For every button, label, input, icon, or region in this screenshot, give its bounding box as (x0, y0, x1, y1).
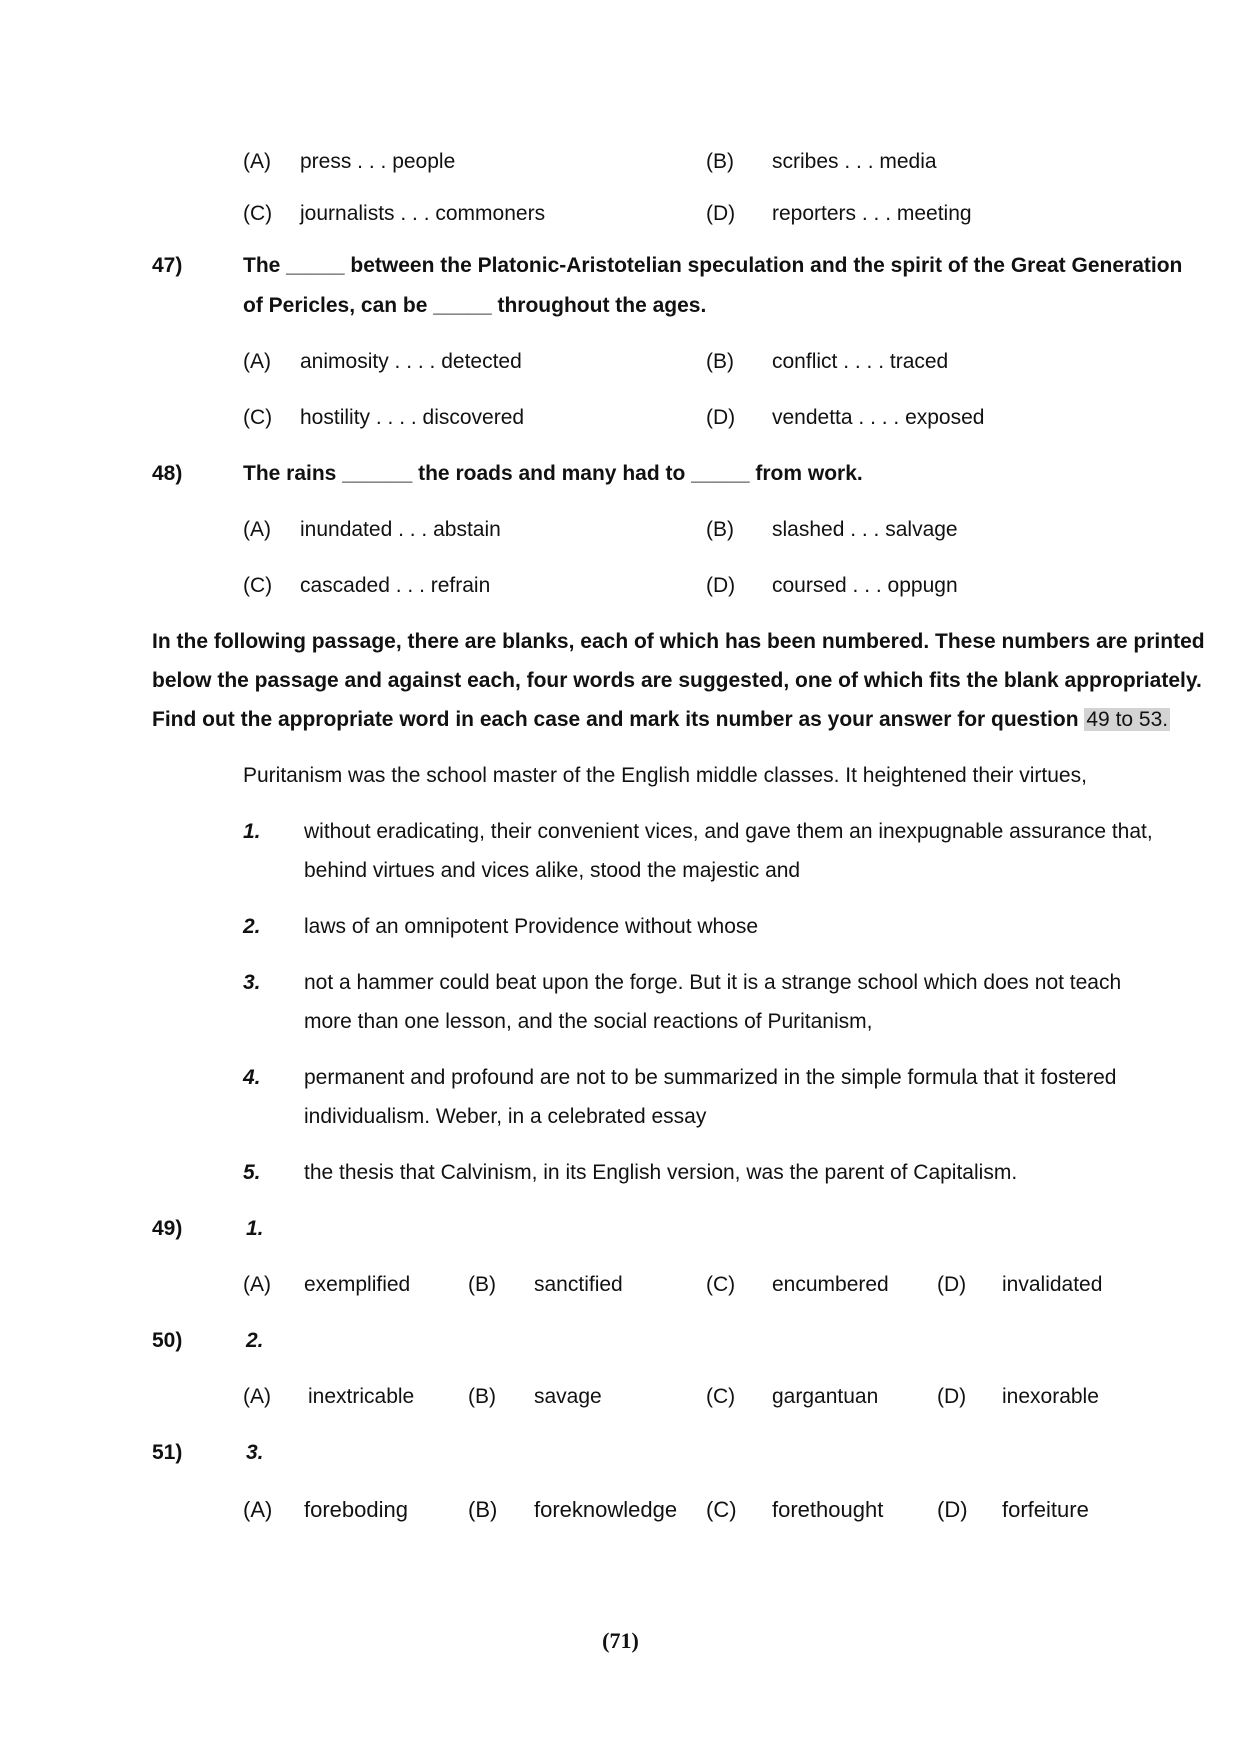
q48-number: 48) (152, 462, 183, 485)
passage-item-3-line1: not a hammer could beat upon the forge. But it is a strange school which does not teach (304, 971, 1122, 994)
q46-option-a-text: press . . . people (300, 150, 456, 173)
q50-option-c-text: gargantuan (772, 1385, 879, 1408)
q48-option-b-text: slashed . . . salvage (772, 518, 958, 541)
passage-item-4-line2: individualism. Weber, in a celebrated essay (304, 1105, 707, 1128)
instructions-line3-text: Find out the appropriate word in each case and mark its number as your answer for question (152, 708, 1079, 731)
q48-option-a-label: (A) (243, 518, 271, 541)
q51-option-c-label: (C) (706, 1497, 737, 1522)
q49-option-c-label: (C) (706, 1273, 736, 1296)
q48-option-d-text: coursed . . . oppugn (772, 574, 958, 597)
q47-option-b-label: (B) (706, 350, 734, 373)
passage-item-1-line2: behind virtues and vices alike, stood the majestic and (304, 859, 801, 882)
passage-item-5-line1: the thesis that Calvinism, in its English version, was the parent of Capitalism. (304, 1161, 1018, 1184)
q46-option-d-text: reporters . . . meeting (772, 202, 972, 225)
q50-option-a-text: inextricable (308, 1385, 415, 1408)
q49-option-b-text: sanctified (534, 1273, 623, 1296)
q46-option-c-text: journalists . . . commoners (300, 202, 546, 225)
q51-option-b-text: foreknowledge (534, 1497, 678, 1522)
instructions-line3 (152, 708, 1170, 732)
passage-item-1-number: 1. (243, 820, 261, 843)
q49-option-c-text: encumbered (772, 1273, 889, 1296)
passage-item-2-number: 2. (243, 915, 261, 938)
q51-ref: 3. (246, 1441, 264, 1464)
q47-option-d-text: vendetta . . . . exposed (772, 406, 985, 429)
q47-option-b-text: conflict . . . . traced (772, 350, 949, 373)
q51-number: 51) (152, 1441, 183, 1464)
q51-option-b-label: (B) (468, 1497, 498, 1522)
q50-option-d-label: (D) (937, 1385, 967, 1408)
q46-option-d-label: (D) (706, 202, 736, 225)
passage-item-2-line1: laws of an omnipotent Providence without whose (304, 915, 759, 938)
q48-option-d-label: (D) (706, 574, 736, 597)
q46-option-c-label: (C) (243, 202, 273, 225)
q50-option-d-text: inexorable (1002, 1385, 1099, 1408)
q50-option-c-label: (C) (706, 1385, 736, 1408)
q49-option-a-text: exemplified (304, 1273, 411, 1296)
q51-option-d-text: forfeiture (1002, 1497, 1089, 1522)
q49-option-d-label: (D) (937, 1273, 967, 1296)
q50-option-a-label: (A) (243, 1385, 271, 1408)
q47-option-a-text: animosity . . . . detected (300, 350, 522, 373)
q50-number: 50) (152, 1329, 183, 1352)
q47-number: 47) (152, 254, 183, 277)
q46-option-a-label: (A) (243, 150, 271, 173)
q46-option-b-text: scribes . . . media (772, 150, 937, 173)
q48-option-b-label: (B) (706, 518, 734, 541)
q51-option-d-label: (D) (937, 1497, 968, 1522)
page-number: (71) (602, 1628, 639, 1653)
q47-option-d-label: (D) (706, 406, 736, 429)
q50-option-b-text: savage (534, 1385, 602, 1408)
q50-option-b-label: (B) (468, 1385, 496, 1408)
q51-option-a-label: (A) (243, 1497, 273, 1522)
q51-option-c-text: forethought (772, 1497, 884, 1522)
q49-number: 49) (152, 1217, 183, 1240)
passage-item-5-number: 5. (243, 1161, 261, 1184)
passage-item-4-number: 4. (243, 1066, 261, 1089)
passage-item-3-number: 3. (243, 971, 261, 994)
q49-ref: 1. (246, 1217, 264, 1240)
q49-option-a-label: (A) (243, 1273, 271, 1296)
q51-option-a-text: foreboding (304, 1497, 408, 1522)
q47-text-line2: of Pericles, can be _____ throughout the ages. (243, 294, 707, 317)
passage-intro: Puritanism was the school master of the English middle classes. It heightened their virtues, (243, 764, 1087, 787)
q48-text: The rains ______ the roads and many had to _____ from work. (243, 462, 863, 485)
q48-option-a-text: inundated . . . abstain (300, 518, 501, 541)
q46-option-b-label: (B) (706, 150, 734, 173)
q49-option-b-label: (B) (468, 1273, 496, 1296)
q48-option-c-label: (C) (243, 574, 273, 597)
q48-option-c-text: cascaded . . . refrain (300, 574, 491, 597)
q49-option-d-text: invalidated (1002, 1273, 1103, 1296)
q47-text-line1: The _____ between the Platonic-Aristotelian speculation and the spirit of the Great Generation (243, 254, 1183, 277)
q50-ref: 2. (246, 1329, 264, 1352)
passage-item-3-line2: more than one lesson, and the social reactions of Puritanism, (304, 1010, 873, 1033)
instructions-line1: In the following passage, there are blanks, each of which has been numbered. These numbers are printed (152, 630, 1205, 653)
instructions-line2: below the passage and against each, four words are suggested, one of which fits the blank appropriately. (152, 669, 1202, 692)
passage-item-4-line1: permanent and profound are not to be summarized in the simple formula that it fostered (304, 1066, 1117, 1089)
q47-option-a-label: (A) (243, 350, 271, 373)
q47-option-c-label: (C) (243, 406, 273, 429)
passage-item-1-line1: without eradicating, their convenient vices, and gave them an inexpugnable assurance that, (304, 820, 1153, 843)
q47-option-c-text: hostility . . . . discovered (300, 406, 525, 429)
question-range: 49 to 53. (1086, 708, 1169, 731)
